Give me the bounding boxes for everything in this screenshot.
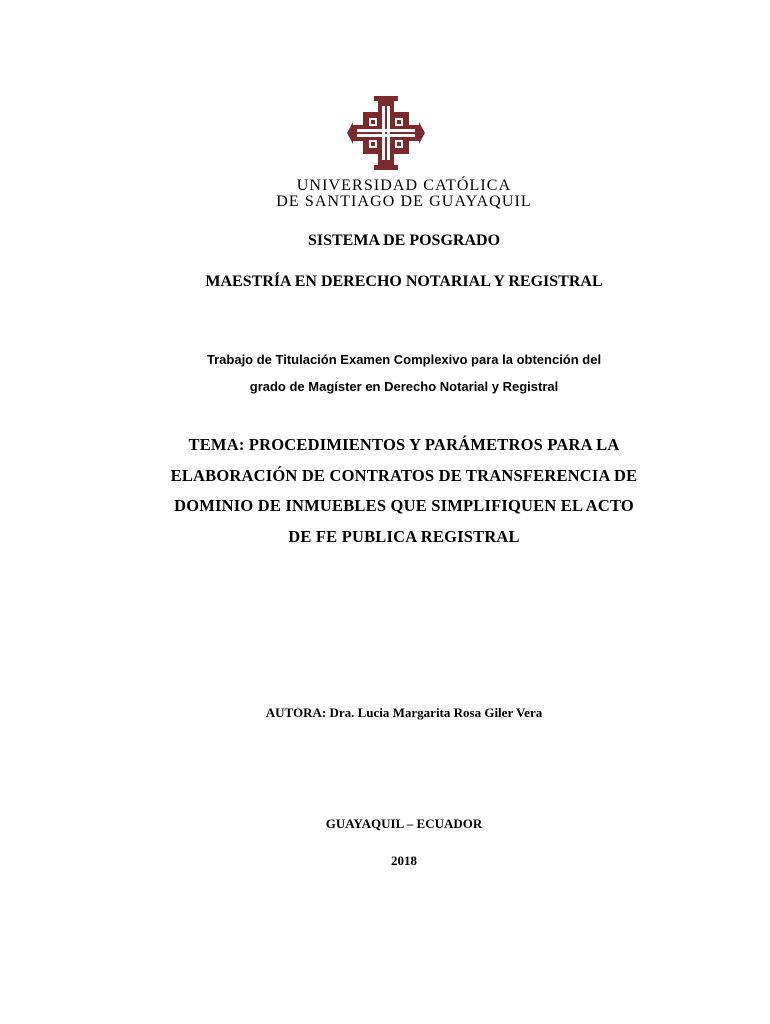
university-name-line-2: DE SANTIAGO DE GUAYAQUIL: [276, 193, 532, 210]
work-description-line-2: grado de Magíster en Derecho Notarial y Registral: [249, 379, 559, 394]
university-name-line-1: UNIVERSIDAD CATÓLICA: [296, 177, 512, 194]
year-line: 2018: [391, 853, 417, 868]
place-line: GUAYAQUIL – ECUADOR: [325, 816, 483, 831]
topic-line-1: TEMA: PROCEDIMIENTOS Y PARÁMETROS PARA LA: [188, 435, 620, 454]
topic-line-2: ELABORACIÓN DE CONTRATOS DE TRANSFERENCIA DE: [170, 466, 638, 485]
topic-line-4: DE FE PUBLICA REGISTRAL: [288, 527, 520, 546]
system-title: SISTEMA DE POSGRADO: [307, 232, 501, 249]
author-line: AUTORA: Dra. Lucia Margarita Rosa Giler Vera: [265, 705, 543, 720]
university-cross-emblem-icon: [347, 96, 425, 170]
work-description-line-1: Trabajo de Titulación Examen Complexivo para la obtención del: [206, 352, 602, 367]
topic-line-3: DOMINIO DE INMUEBLES QUE SIMPLIFIQUEN EL ACTO: [174, 496, 634, 515]
masters-title: MAESTRÍA EN DERECHO NOTARIAL Y REGISTRAL: [205, 273, 603, 290]
